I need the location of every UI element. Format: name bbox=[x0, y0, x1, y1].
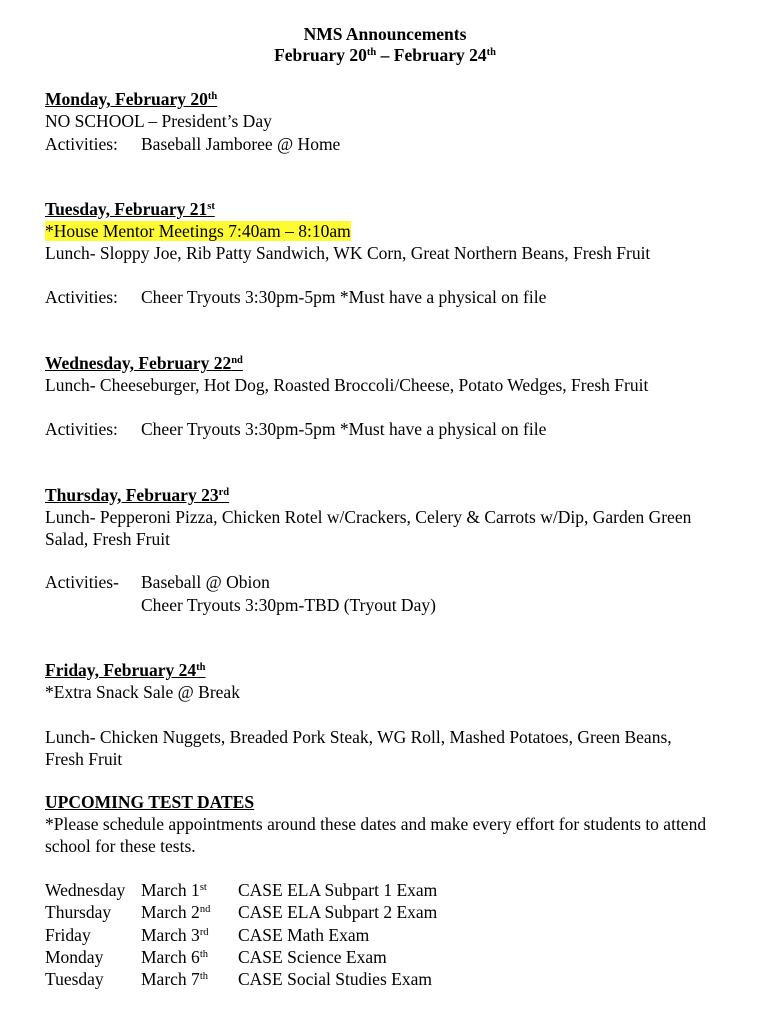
tuesday-activities-text: Cheer Tryouts 3:30pm-5pm *Must have a physical on file bbox=[141, 287, 547, 307]
tuesday-activities bbox=[45, 287, 546, 309]
thursday-heading-sup: rd bbox=[218, 487, 230, 498]
tuesday-mentor-meetings bbox=[45, 221, 351, 243]
test-date bbox=[141, 947, 208, 969]
page-title: NMS Announcements bbox=[303, 24, 467, 44]
test-day: Tuesday bbox=[45, 969, 104, 989]
tuesday-activities-label: Activities: bbox=[45, 287, 118, 307]
test-day: Thursday bbox=[45, 902, 112, 922]
thursday-activities-1: Baseball @ Obion bbox=[141, 572, 270, 592]
thursday-activities-2 bbox=[45, 595, 436, 617]
tuesday-heading-sup: st bbox=[207, 201, 215, 212]
range-end-sup: th bbox=[486, 47, 496, 58]
thursday-heading-text: Thursday, February 23 bbox=[45, 485, 219, 505]
thursday-activities-2-text: Cheer Tryouts 3:30pm-TBD (Tryout Day) bbox=[141, 595, 436, 615]
test-date-text: March 1 bbox=[141, 880, 200, 900]
range-separator: – bbox=[376, 45, 394, 65]
wednesday-heading-text: Wednesday, February 22 bbox=[45, 353, 232, 373]
test-date bbox=[141, 880, 207, 902]
tuesday-heading bbox=[45, 199, 215, 221]
friday-heading-sup: th bbox=[196, 662, 206, 673]
wednesday-heading-sup: nd bbox=[231, 355, 243, 366]
friday-snack-sale: *Extra Snack Sale @ Break bbox=[45, 682, 240, 702]
test-date-text: March 7 bbox=[141, 969, 200, 989]
wednesday-lunch: Lunch- Cheeseburger, Hot Dog, Roasted Broccoli/Cheese, Potato Wedges, Fresh Fruit bbox=[45, 375, 649, 395]
monday-activities-text: Baseball Jamboree @ Home bbox=[141, 134, 341, 154]
test-date bbox=[141, 925, 209, 947]
wednesday-activities bbox=[45, 419, 546, 441]
test-exam: CASE Social Studies Exam bbox=[238, 969, 432, 989]
monday-heading bbox=[45, 89, 217, 111]
highlighted-note: *House Mentor Meetings 7:40am – 8:10am bbox=[45, 221, 351, 241]
test-date-text: March 6 bbox=[141, 947, 200, 967]
thursday-heading bbox=[45, 485, 229, 507]
tuesday-lunch: Lunch- Sloppy Joe, Rib Patty Sandwich, WK Corn, Great Northern Beans, Fresh Fruit bbox=[45, 243, 651, 263]
thursday-activities-label: Activities- bbox=[45, 572, 119, 592]
range-start: February 20 bbox=[274, 45, 367, 65]
test-date-sup: rd bbox=[199, 927, 209, 938]
monday-no-school: NO SCHOOL – President’s Day bbox=[45, 111, 272, 131]
test-date-sup: st bbox=[199, 882, 207, 893]
test-exam: CASE Math Exam bbox=[238, 925, 370, 945]
test-date-sup: th bbox=[199, 971, 208, 982]
wednesday-activities-label: Activities: bbox=[45, 419, 118, 439]
monday-activities-label: Activities: bbox=[45, 134, 118, 154]
test-date-sup: nd bbox=[199, 904, 211, 915]
test-date bbox=[141, 969, 208, 991]
monday-activities bbox=[45, 134, 340, 156]
tests-heading: UPCOMING TEST DATES bbox=[45, 792, 255, 812]
test-exam: CASE ELA Subpart 1 Exam bbox=[238, 880, 438, 900]
test-day: Monday bbox=[45, 947, 104, 967]
tuesday-heading-text: Tuesday, February 21 bbox=[45, 199, 208, 219]
test-day: Wednesday bbox=[45, 880, 126, 900]
thursday-lunch: Lunch- Pepperoni Pizza, Chicken Rotel w/Crackers, Celery & Carrots w/Dip, Garden Green Salad, Fresh Fruit bbox=[45, 507, 692, 549]
range-start-sup: th bbox=[366, 47, 377, 58]
test-exam: CASE Science Exam bbox=[238, 947, 387, 967]
tests-note: *Please schedule appointments around these dates and make every effort for students to attend school for these tests. bbox=[45, 814, 707, 856]
range-end: February 24 bbox=[393, 45, 487, 65]
friday-lunch: Lunch- Chicken Nuggets, Breaded Pork Steak, WG Roll, Mashed Potatoes, Green Beans, Fresh Fruit bbox=[45, 727, 672, 769]
test-day: Friday bbox=[45, 925, 91, 945]
wednesday-activities-text: Cheer Tryouts 3:30pm-5pm *Must have a physical on file bbox=[141, 419, 547, 439]
test-exam: CASE ELA Subpart 2 Exam bbox=[238, 902, 438, 922]
friday-heading bbox=[45, 660, 206, 682]
wednesday-heading bbox=[45, 353, 243, 375]
test-date-text: March 2 bbox=[141, 902, 200, 922]
monday-heading-text: Monday, February 20 bbox=[45, 89, 208, 109]
friday-heading-text: Friday, February 24 bbox=[45, 660, 197, 680]
test-date-text: March 3 bbox=[141, 925, 200, 945]
thursday-activities bbox=[45, 572, 270, 594]
test-date bbox=[141, 902, 210, 924]
monday-heading-sup: th bbox=[207, 91, 218, 102]
date-range bbox=[45, 45, 725, 67]
test-date-sup: th bbox=[199, 949, 208, 960]
